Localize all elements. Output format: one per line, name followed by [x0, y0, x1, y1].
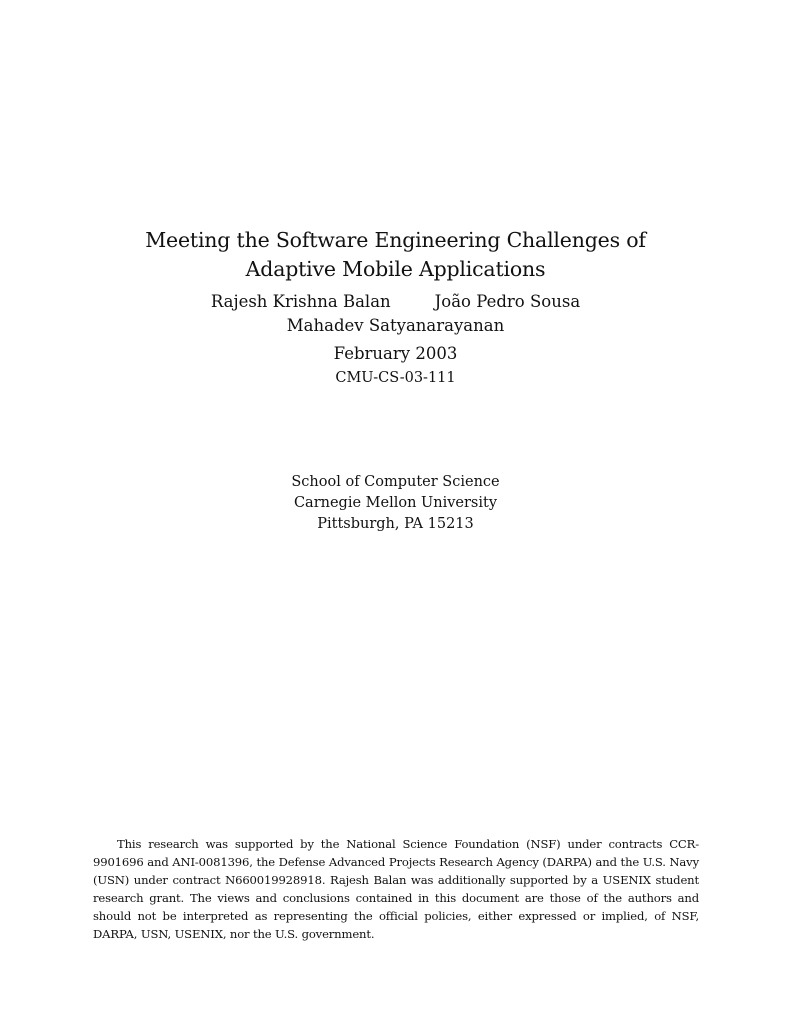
location: Pittsburgh, PA 15213: [317, 516, 474, 532]
author-name: Rajesh Krishna Balan: [210, 292, 391, 311]
authors-row-2: [0, 314, 791, 338]
publication-date: February 2003: [333, 344, 458, 363]
author-name: João Pedro Sousa: [434, 292, 581, 311]
title-line-2: Adaptive Mobile Applications: [245, 257, 546, 281]
author-list: [0, 290, 791, 338]
university-name: Carnegie Mellon University: [293, 495, 498, 511]
funding-footnote: This research was supported by the National Science Foundation (NSF) under contracts CCR-9901696 and ANI-0081396, the Defense Advanced Projects Research Agency (DARPA) and the U.S. Navy (USN) under contract N660019928918. Rajesh Balan was additionally supported by a USENIX student research grant. The views and conclusions contained in this document are those of the authors and should not be interpreted as representing the official policies, either expressed or implied, of NSF, DARPA, USN, USENIX, nor the U.S. government.: [93, 837, 699, 941]
school-name: School of Computer Science: [291, 474, 500, 490]
report-number: CMU-CS-03-111: [335, 370, 456, 386]
authors-row-1: [0, 290, 791, 314]
paper-title: [0, 226, 791, 284]
affiliation-block: [0, 472, 791, 535]
author-name: Mahadev Satyanarayanan: [286, 316, 505, 335]
title-line-1: Meeting the Software Engineering Challenges of: [145, 228, 646, 252]
